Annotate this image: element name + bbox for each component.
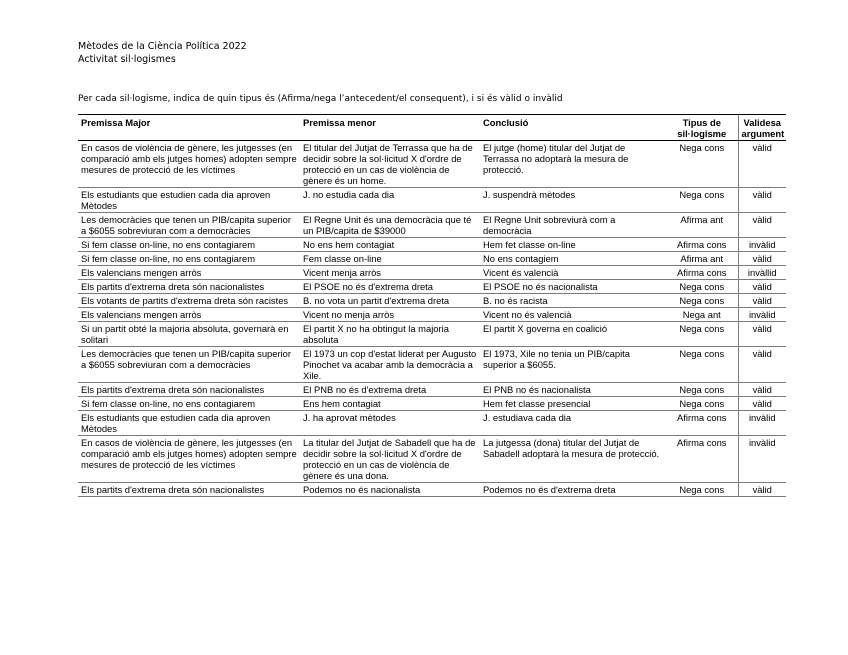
cell-conclusion: J. suspendrà mètodes — [480, 188, 666, 213]
cell-validity: invàllid — [738, 266, 786, 280]
cell-type: Nega cons — [666, 322, 738, 347]
cell-minor: El 1973 un cop d'estat liderat per Augusto Pinochet va acabar amb la democràcia a Xile. — [300, 347, 480, 383]
cell-validity: vàlid — [738, 188, 786, 213]
cell-major: Els valencians mengen arròs — [78, 266, 300, 280]
cell-validity: vàlid — [738, 322, 786, 347]
cell-validity: vàlid — [738, 252, 786, 266]
cell-conclusion: El PNB no és nacionalista — [480, 383, 666, 397]
table-row — [78, 436, 786, 483]
cell-validity: vàlid — [738, 347, 786, 383]
course-title: Mètodes de la Ciència Política 2022 — [78, 41, 247, 52]
cell-minor: Vicent menja arròs — [300, 266, 480, 280]
cell-major: Els votants de partits d'extrema dreta són racistes — [78, 294, 300, 308]
cell-minor: El PSOE no és d'extrema dreta — [300, 280, 480, 294]
activity-title: Activitat sil·logismes — [78, 54, 176, 65]
cell-type: Nega cons — [666, 347, 738, 383]
header-minor: Premissa menor — [300, 115, 480, 141]
cell-type: Nega cons — [666, 383, 738, 397]
cell-type: Nega cons — [666, 280, 738, 294]
header-conclusion: Conclusió — [480, 115, 666, 141]
cell-major: Els partits d'extrema dreta són nacionalistes — [78, 483, 300, 497]
cell-type: Afirma cons — [666, 238, 738, 252]
table-row — [78, 347, 786, 383]
cell-minor: El Regne Unit és una democràcia que té un PIB/capita de $39000 — [300, 213, 480, 238]
cell-conclusion: El partit X governa en coalició — [480, 322, 666, 347]
cell-type: Afirma cons — [666, 436, 738, 483]
cell-validity: vàlid — [738, 294, 786, 308]
cell-major: Els partits d'extrema dreta són nacionalistes — [78, 280, 300, 294]
cell-type: Afirma cons — [666, 266, 738, 280]
table-row — [78, 252, 786, 266]
table-row — [78, 483, 786, 497]
syllogism-table — [78, 114, 786, 497]
cell-conclusion: J. estudiava cada dia — [480, 411, 666, 436]
cell-validity: vàlid — [738, 383, 786, 397]
cell-validity: invàlid — [738, 238, 786, 252]
header-validity: Validesa argument — [738, 115, 786, 141]
cell-validity: vàlid — [738, 397, 786, 411]
cell-major: Si fem classe on-line, no ens contagiarem — [78, 397, 300, 411]
cell-validity: vàlid — [738, 483, 786, 497]
cell-conclusion: La jutgessa (dona) titular del Jutjat de Sabadell adoptarà la mesura de protecció. — [480, 436, 666, 483]
cell-major: Les democràcies que tenen un PIB/capita superior a $6055 sobreviuran com a democràcies — [78, 347, 300, 383]
cell-major: Els valencians mengen arròs — [78, 308, 300, 322]
cell-minor: La titular del Jutjat de Sabadell que ha de decidir sobre la sol·licitud X d'ordre de protecció en un cas de violència de gènere és una dona. — [300, 436, 480, 483]
cell-minor: Ens hem contagiat — [300, 397, 480, 411]
cell-type: Nega cons — [666, 294, 738, 308]
cell-major: Si fem classe on-line, no ens contagiarem — [78, 238, 300, 252]
cell-validity: vàlid — [738, 280, 786, 294]
cell-minor: El PNB no és d'extrema dreta — [300, 383, 480, 397]
cell-validity: vàlid — [738, 141, 786, 188]
cell-minor: El partit X no ha obtingut la majoria absoluta — [300, 322, 480, 347]
cell-type: Afirma ant — [666, 213, 738, 238]
cell-conclusion: El Regne Unit sobreviurà com a democràcia — [480, 213, 666, 238]
table-row — [78, 383, 786, 397]
table-header-row — [78, 115, 786, 141]
cell-major: Si un partit obté la majoria absoluta, governarà en solitari — [78, 322, 300, 347]
cell-type: Nega cons — [666, 141, 738, 188]
cell-type: Nega cons — [666, 188, 738, 213]
table-row — [78, 294, 786, 308]
cell-minor: Fem classe on-line — [300, 252, 480, 266]
cell-conclusion: Vicent no és valencià — [480, 308, 666, 322]
cell-minor: Podemos no és nacionalista — [300, 483, 480, 497]
table-row — [78, 308, 786, 322]
cell-conclusion: El jutge (home) titular del Jutjat de Terrassa no adoptarà la mesura de protecció. — [480, 141, 666, 188]
cell-type: Afirma cons — [666, 411, 738, 436]
table-row — [78, 188, 786, 213]
cell-conclusion: Hem fet classe presencial — [480, 397, 666, 411]
cell-type: Nega cons — [666, 483, 738, 497]
table-row — [78, 411, 786, 436]
table-row — [78, 213, 786, 238]
cell-type: Nega cons — [666, 397, 738, 411]
cell-major: Els estudiants que estudien cada dia aproven Mètodes — [78, 188, 300, 213]
cell-minor: No ens hem contagiat — [300, 238, 480, 252]
cell-validity: vàlid — [738, 213, 786, 238]
cell-conclusion: No ens contagiem — [480, 252, 666, 266]
table-row — [78, 397, 786, 411]
cell-validity: invàlid — [738, 411, 786, 436]
table-row — [78, 322, 786, 347]
table-row — [78, 238, 786, 252]
cell-minor: B. no vota un partit d'extrema dreta — [300, 294, 480, 308]
cell-minor: El titular del Jutjat de Terrassa que ha de decidir sobre la sol·licitud X d'ordre de protecció en un cas de violència de gènere és un home. — [300, 141, 480, 188]
cell-minor: Vicent no menja arròs — [300, 308, 480, 322]
cell-type: Afirma ant — [666, 252, 738, 266]
cell-major: Les democràcies que tenen un PIB/capita superior a $6055 sobreviuran com a democràcies — [78, 213, 300, 238]
cell-major: En casos de violència de gènere, les jutgesses (en comparació amb els jutges homes) adopten sempre mesures de protecció de les víctimes — [78, 141, 300, 188]
table-row — [78, 266, 786, 280]
table-row — [78, 141, 786, 188]
cell-major: Els estudiants que estudien cada dia aproven Mètodes — [78, 411, 300, 436]
cell-type: Nega ant — [666, 308, 738, 322]
cell-validity: invàlid — [738, 436, 786, 483]
cell-major: Els partits d'extrema dreta són nacionalistes — [78, 383, 300, 397]
cell-conclusion: El PSOE no és nacionalista — [480, 280, 666, 294]
cell-validity: invàlid — [738, 308, 786, 322]
header-major: Premissa Major — [78, 115, 300, 141]
cell-minor: J. no estudia cada dia — [300, 188, 480, 213]
cell-conclusion: Podemos no és d'extrema dreta — [480, 483, 666, 497]
cell-major: Si fem classe on-line, no ens contagiarem — [78, 252, 300, 266]
header-type: Tipus de sil·logisme — [666, 115, 738, 141]
table-row — [78, 280, 786, 294]
document-header — [78, 40, 247, 66]
cell-conclusion: El 1973, Xile no tenia un PIB/capita superior a $6055. — [480, 347, 666, 383]
cell-conclusion: Vicent és valencià — [480, 266, 666, 280]
instructions: Per cada sil·logisme, indica de quin tipus és (Afirma/nega l’antecedent/el consequent), i si és vàlid o invàlid — [78, 94, 563, 104]
cell-major: En casos de violència de gènere, les jutgesses (en comparació amb els jutges homes) adopten sempre mesures de protecció de les víctimes — [78, 436, 300, 483]
cell-conclusion: B. no és racista — [480, 294, 666, 308]
cell-conclusion: Hem fet classe on-line — [480, 238, 666, 252]
cell-minor: J. ha aprovat mètodes — [300, 411, 480, 436]
